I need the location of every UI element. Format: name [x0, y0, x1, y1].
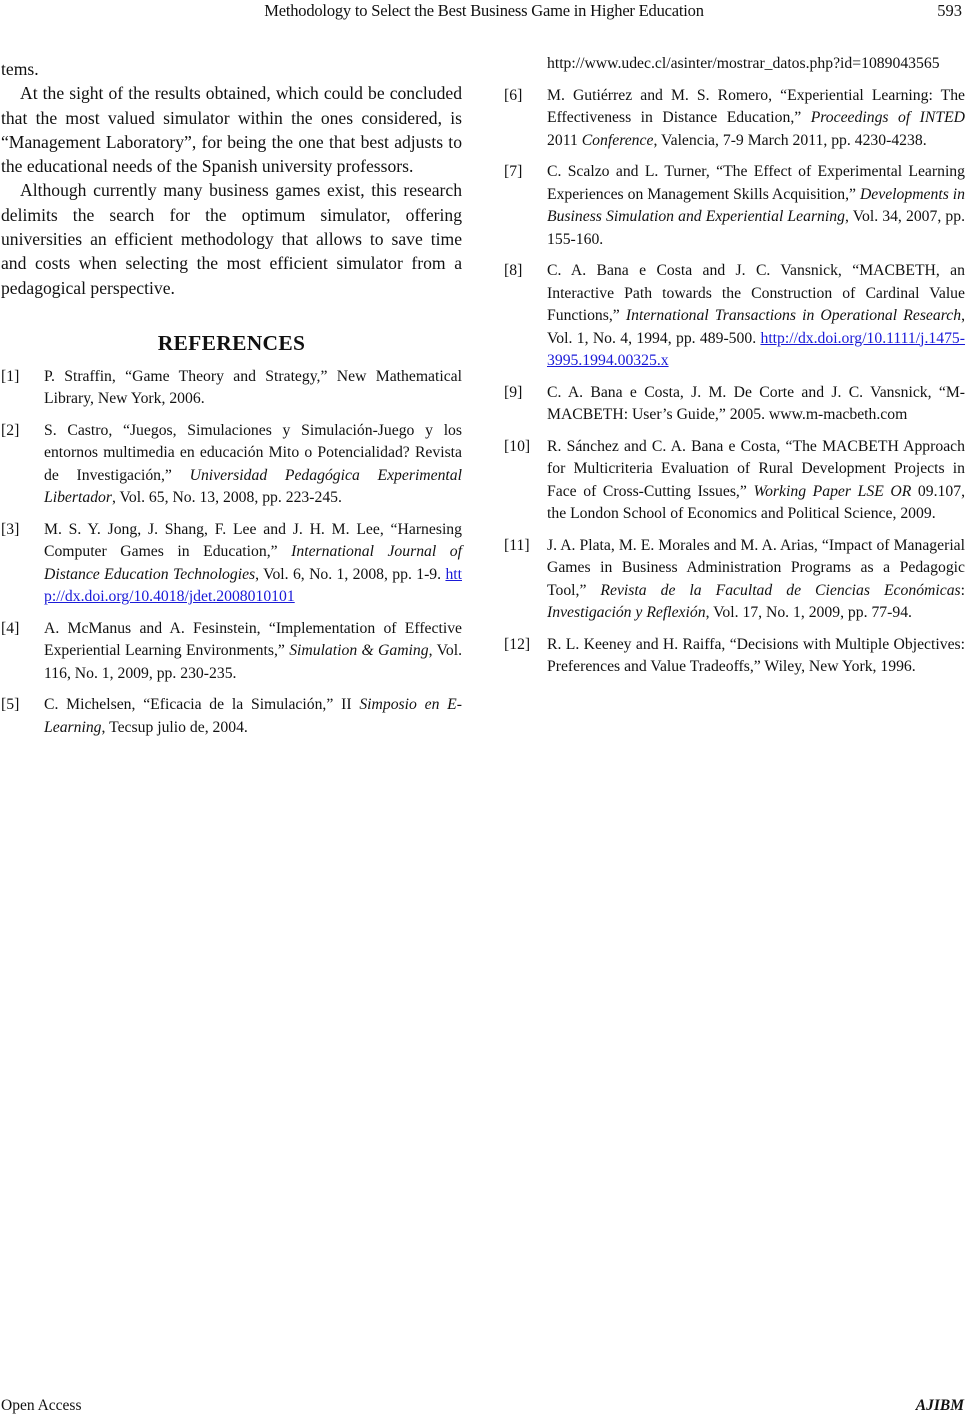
reference-plain-text: 09.107, the London School of Economics and Political Science, 2009. [547, 482, 965, 522]
reference-plain-text: R. Sánchez and C. A. Bana e Costa, “The MACBETH Approach for Multicriteria Evaluation of Rural Development Projects in Face of Cross-Cutting Issues,” [547, 437, 965, 500]
reference-italic-text: Working Paper LSE OR [753, 482, 912, 500]
footer-open-access: Open Access [1, 1397, 82, 1414]
right-column [504, 53, 965, 688]
reference-plain-text: A. McManus and A. Fesinstein, “Implementation of Effective Experiential Learning Environments,” [44, 619, 462, 660]
reference-plain-text: S. Castro, “Juegos, Simulaciones y Simulación-Juego y los entornos multimedia en educación Mito o Potencialidad? Revista de Investigación,” [44, 421, 462, 484]
reference-item [504, 85, 965, 153]
paragraph-continuation: tems. [1, 59, 39, 79]
reference-italic-text: Universidad Pedagógica Experimental Libertador [44, 466, 462, 507]
reference-number: [2] [1, 421, 20, 439]
reference-text [44, 519, 462, 609]
reference-text [547, 382, 965, 427]
reference-5-continuation-url [504, 53, 965, 76]
reference-plain-text: , Vol. 17, No. 1, 2009, pp. 77-94. [705, 604, 912, 621]
doi-link[interactable]: http://dx.doi.org/10.1111/j.1475-3995.1994.00325.x [547, 329, 965, 369]
reference-text [547, 161, 965, 251]
reference-italic-text: Simulation & Gaming [289, 642, 429, 660]
reference-item [504, 535, 965, 625]
reference-italic-text: Proceedings of INTED [810, 109, 965, 126]
reference-list-left [1, 366, 462, 740]
reference-item [504, 436, 965, 526]
reference-item [1, 694, 462, 739]
reference-plain-text: , Valencia, 7-9 March 2011, pp. 4230-4238. [653, 131, 927, 149]
reference-text [44, 618, 462, 686]
paragraph-conclusion: At the sight of the results obtained, which could be concluded that the most valued simulator within the ones considered, is “Management Laboratory”, for being the one that best adjusts to the educational needs of the Spanish university professors. [1, 83, 462, 177]
reference-plain-text: R. L. Keeney and H. Raiffa, “Decisions with Multiple Objectives: Preferences and Value Tradeoffs,” Wiley, New York, 1996. [547, 635, 965, 675]
page-number: 593 [937, 1, 962, 20]
reference-text [44, 366, 462, 411]
reference-item [504, 634, 965, 679]
references-heading: REFERENCES [157, 330, 306, 355]
reference-number: [5] [1, 696, 20, 714]
reference-plain-text: M. S. Y. Jong, J. Shang, F. Lee and J. H. M. Lee, “Harnesing Computer Games in Education,” [44, 520, 462, 561]
reference-plain-text: , Vol. 6, No. 1, 2008, pp. 1-9. [255, 565, 446, 583]
reference-text [547, 535, 965, 625]
reference-italic-text: Conference [581, 131, 654, 149]
reference-text [44, 420, 462, 510]
reference-plain-text: P. Straffin, “Game Theory and Strategy,” New Mathematical Library, New York, 2006. [44, 367, 462, 408]
reference-plain-text: , Vol. 65, No. 13, 2008, pp. 223-245. [112, 489, 342, 507]
reference-plain-text: C. Michelsen, “Eficacia de la Simulación,” II [44, 696, 360, 714]
reference-number: [11] [504, 536, 530, 554]
reference-plain-text: C. A. Bana e Costa, J. M. De Corte and J. C. Vansnick, “M-MACBETH: User’s Guide,” 2005. www.m-macbeth.com [547, 383, 965, 423]
reference-number: [1] [1, 367, 20, 385]
reference-text [547, 260, 965, 373]
reference-number: [7] [504, 163, 523, 180]
reference-item [1, 519, 462, 609]
reference-number: [12] [504, 635, 531, 653]
reference-italic-text: Investigación y Reflexión [547, 604, 706, 621]
reference-plain-text: , Tecsup julio de, 2004. [101, 718, 248, 736]
reference-number: [3] [1, 520, 20, 538]
reference-italic-text: Developments in Business Simulation and Experiential Learning [547, 185, 965, 225]
doi-link[interactable]: http://dx.doi.org/10.4018/jdet.2008010101 [44, 565, 462, 606]
reference-plain-text: , Vol. 116, No. 1, 2009, pp. 230-235. [44, 642, 462, 682]
reference-italic-text: Revista de la Facultad de Ciencias Económicas [600, 581, 961, 599]
footer-journal-abbrev: AJIBM [915, 1397, 964, 1414]
reference-text [44, 694, 462, 739]
reference-plain-text: : [960, 581, 965, 599]
reference-italic-text: Simposio en E-Learning [44, 696, 462, 736]
reference-italic-text: International Journal of Distance Education Technologies [44, 543, 463, 583]
reference-item [1, 420, 462, 510]
left-column [1, 57, 462, 748]
reference-plain-text: , Vol. 1, No. 4, 1994, pp. 489-500. [547, 307, 965, 347]
reference-item [504, 382, 965, 427]
reference-text [547, 85, 965, 153]
reference-number: [4] [1, 619, 20, 637]
reference-number: [9] [504, 383, 523, 401]
reference-text [547, 634, 965, 679]
reference-item [1, 618, 462, 686]
reference-item [1, 366, 462, 411]
reference-plain-text: J. A. Plata, M. E. Morales and M. A. Arias, “Impact of Managerial Games in Business Administration Programs as a Pedagogic Tool,” [547, 536, 965, 599]
reference-5-url[interactable]: http://www.udec.cl/asinter/mostrar_datos.php?id=1089043565 [547, 55, 940, 72]
reference-number: [8] [504, 262, 523, 279]
reference-plain-text: C. Scalzo and L. Turner, “The Effect of Experimental Learning Experiences on Management Skills Acquisition,” [547, 163, 965, 203]
reference-plain-text: 2011 [547, 131, 582, 149]
reference-number: [10] [504, 437, 531, 455]
reference-italic-text: International Transactions in Operational Research [625, 307, 962, 324]
reference-list-right [504, 85, 965, 679]
paragraph-summary: Although currently many business games exist, this research delimits the search for the optimum simulator, offering universities an efficient methodology that allows to save time and costs when selecting the most efficient simulator from a pedagogical perspective. [1, 180, 462, 298]
reference-plain-text: , Vol. 34, 2007, pp. 155-160. [547, 208, 965, 248]
running-title: Methodology to Select the Best Business Game in Higher Education [264, 1, 704, 20]
reference-number: [6] [504, 86, 523, 104]
reference-text [547, 436, 965, 526]
reference-plain-text: C. A. Bana e Costa and J. C. Vansnick, “MACBETH, an Interactive Path towards the Construction of Cardinal Value Functions,” [547, 262, 965, 324]
reference-item [504, 161, 965, 251]
reference-item [504, 260, 965, 373]
reference-plain-text: M. Gutiérrez and M. S. Romero, “Experiential Learning: The Effectiveness in Distance Education,” [547, 86, 965, 126]
